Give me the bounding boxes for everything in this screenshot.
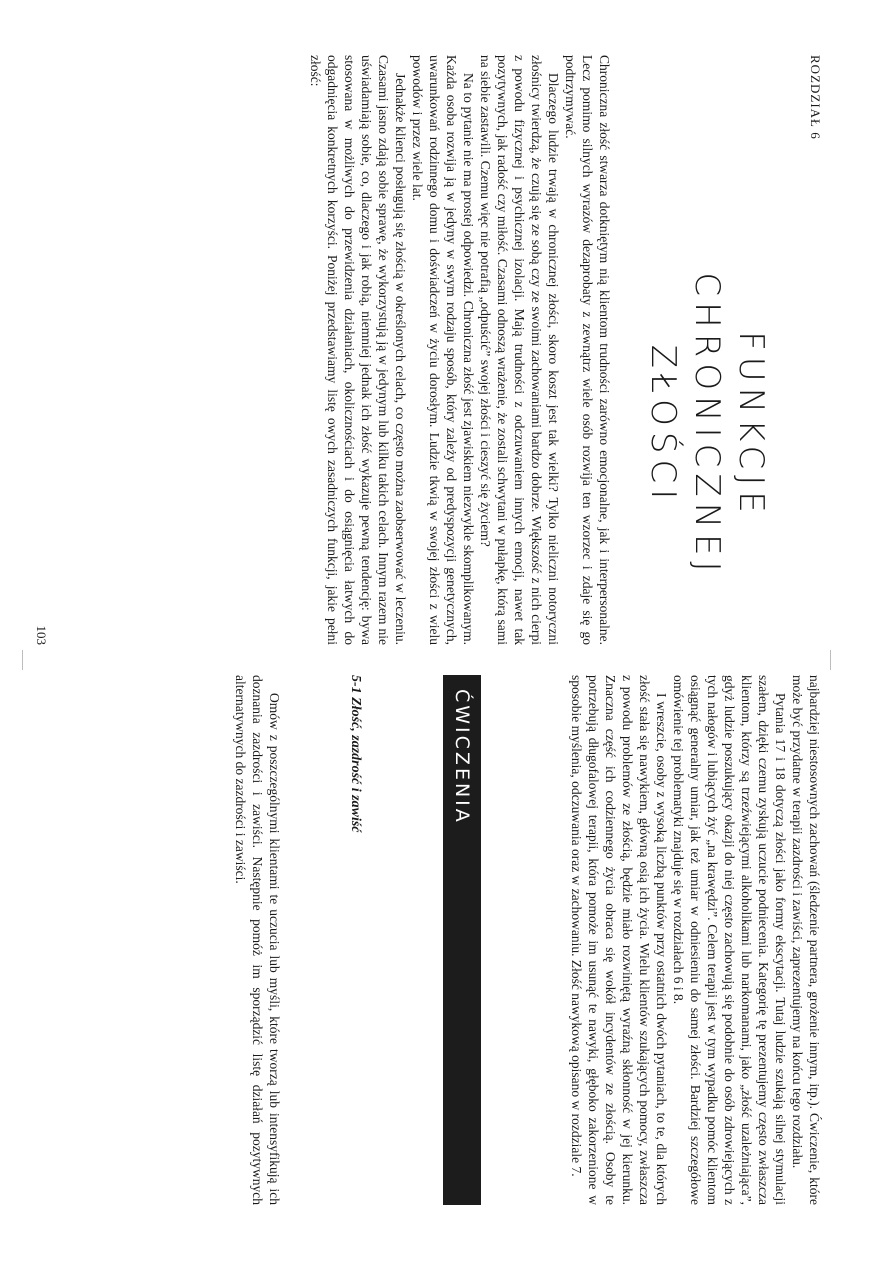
chapter-title: [641, 205, 773, 645]
scan-artifact-line: [830, 650, 831, 670]
exercise-body: [232, 675, 283, 1205]
chapter-label: ROZDZIAŁ 6: [808, 55, 823, 140]
continued-text: [568, 675, 823, 1205]
page-number: 103: [34, 625, 49, 645]
paragraph: Na to pytanie nie ma prostej odpowiedzi. Chroniczna złość jest zjawiskiem niezwykle skomplikowanym. Każda osoba rozwija ją w jedyny w swym rodzaju sposób, który zależy od predyspozycji genetycznych, uwarunkowań rodzinnego domu i doświadczeń w życiu dorosłym. Ludzie tkwią w swojej złości z wielu powodów i przez wiele lat.: [410, 55, 476, 645]
paragraph: Pytania 17 i 18 dotyczą złości jako formy ekscytacji. Tutaj ludzie szukają silnej stymulacji szałem, dzięki czemu zyskują uczucie podniecenia. Kategorię tę prezentujemy często zwłaszcza klientom, którzy są trzeźwiejącymi alkoholikami lub narkomanami, jako „złość uzależniająca”, gdyż ludzie poszukujący okazji do niej często zachowują się podobnie do osób zdrowiejących z tych nałogów i lubiących żyć „na krawędzi”. Celem terapii jest w tym wypadku pomóc klientom osiągnąć generalny umiar, jak też umiar w odniesieniu do samej złości. Bardziej szczegółowe omówienie tej problematyki znajduje się w rozdziałach 6 i 8.: [671, 675, 788, 1205]
exercises-label: ĆWICZENIA: [451, 689, 473, 825]
chapter-body: [307, 55, 613, 645]
chapter-title-line-1: FUNKCJE: [731, 331, 771, 519]
exercises-banner: [443, 675, 481, 1205]
chapter-title-line-2: CHRONICZNEJ ZŁOŚCI: [643, 272, 727, 578]
paragraph: Chroniczna złość stwarza dotkniętym nią klientom trudności zarówno emocjonalne, jak i interpersonalne. Lecz pomimo silnych wyrazów dezaprobaty z zewnątrz wiele osób rozwija ten wzorzec i zdaje się go podtrzymywać.: [563, 55, 612, 645]
scan-artifact-line: [22, 650, 23, 670]
paragraph: Jednakże klienci posługują się złością w określonych celach, co często można zaobserwować w leczeniu. Czasami jasno zdają sobie sprawę, że wykorzystują ją w jedynym lub kilku takich celach. Innym razem nie uświadamiają sobie, co, dlaczego i jak robią, niemniej jednak ich złość wykazuje pewną tendencję: bywa stosowana w możliwych do przewidzenia działaniach, okolicznościach i do osiągnięcia łatwych do odgadnięcia konkretnych korzyści. Poniżej przedstawiamy listę owych zasadniczych funkcji, jakie pełni złość:: [308, 55, 408, 645]
paragraph: Dlaczego ludzie trwają w chronicznej złości, skoro koszt jest tak wielki? Tylko nieliczni notoryczni złośnicy twierdzą, że czują się ze sobą czy ze swoimi zachowaniami bardzo dobrze. Większość z nich cierpi z powodu fizycznej i psychicznej izolacji. Mają trudności z odczuwaniem innych emocji, nawet tak pozytywnych, jak radość czy miłość. Czasami odnoszą wrażenie, że zostali schwytani w pułapkę, którą sami na siebie zastawili. Czemu więc nie potrafią „odpuścić” swojej złości i cieszyć się życiem?: [478, 55, 561, 645]
exercise-text: Omów z poszczególnymi klientami te uczucia lub myśli, które tworzą lub intensyfikują ich doznania zazdrości i zawiści. Następnie pomóż im sporządzić listę działań pozytywnych alternatywnych do zazdrości i zawiści.: [233, 675, 282, 1205]
paragraph: najbardziej niestosownych zachowań (śledzenie partnera, grożenie innym, itp.). Ćwiczenie, które może być przydatne w terapii zazdrości i zawiści, zaprezentujemy na końcu tego rozdziału.: [790, 675, 822, 1205]
paragraph: I wreszcie, osoby z wysoką liczbą punktów przy ostatnich dwóch pytaniach, to te, dla których złość stała się nawykiem, główną osią ich życia. Wielu klientów szukających pomocy, zwłaszcza z powodu problemów ze złością, będzie miało rozwiniętą wyraźną skłonność w jej kierunku. Znaczna część ich codziennego życia obraca się wokół incydentów ze złością. Osoby te potrzebują długofalowej terapii, która pomoże im usunąć te nawyki, głęboko zakorzenione w sposobie myślenia, odczuwania oraz w zachowaniu. Złość nawykową opisano w rozdziale 7.: [569, 675, 669, 1205]
page-102: [63, 675, 823, 1205]
page-103: [33, 55, 823, 645]
exercise-heading: 5-1 Złość, zazdrość i zawiść: [348, 675, 363, 833]
